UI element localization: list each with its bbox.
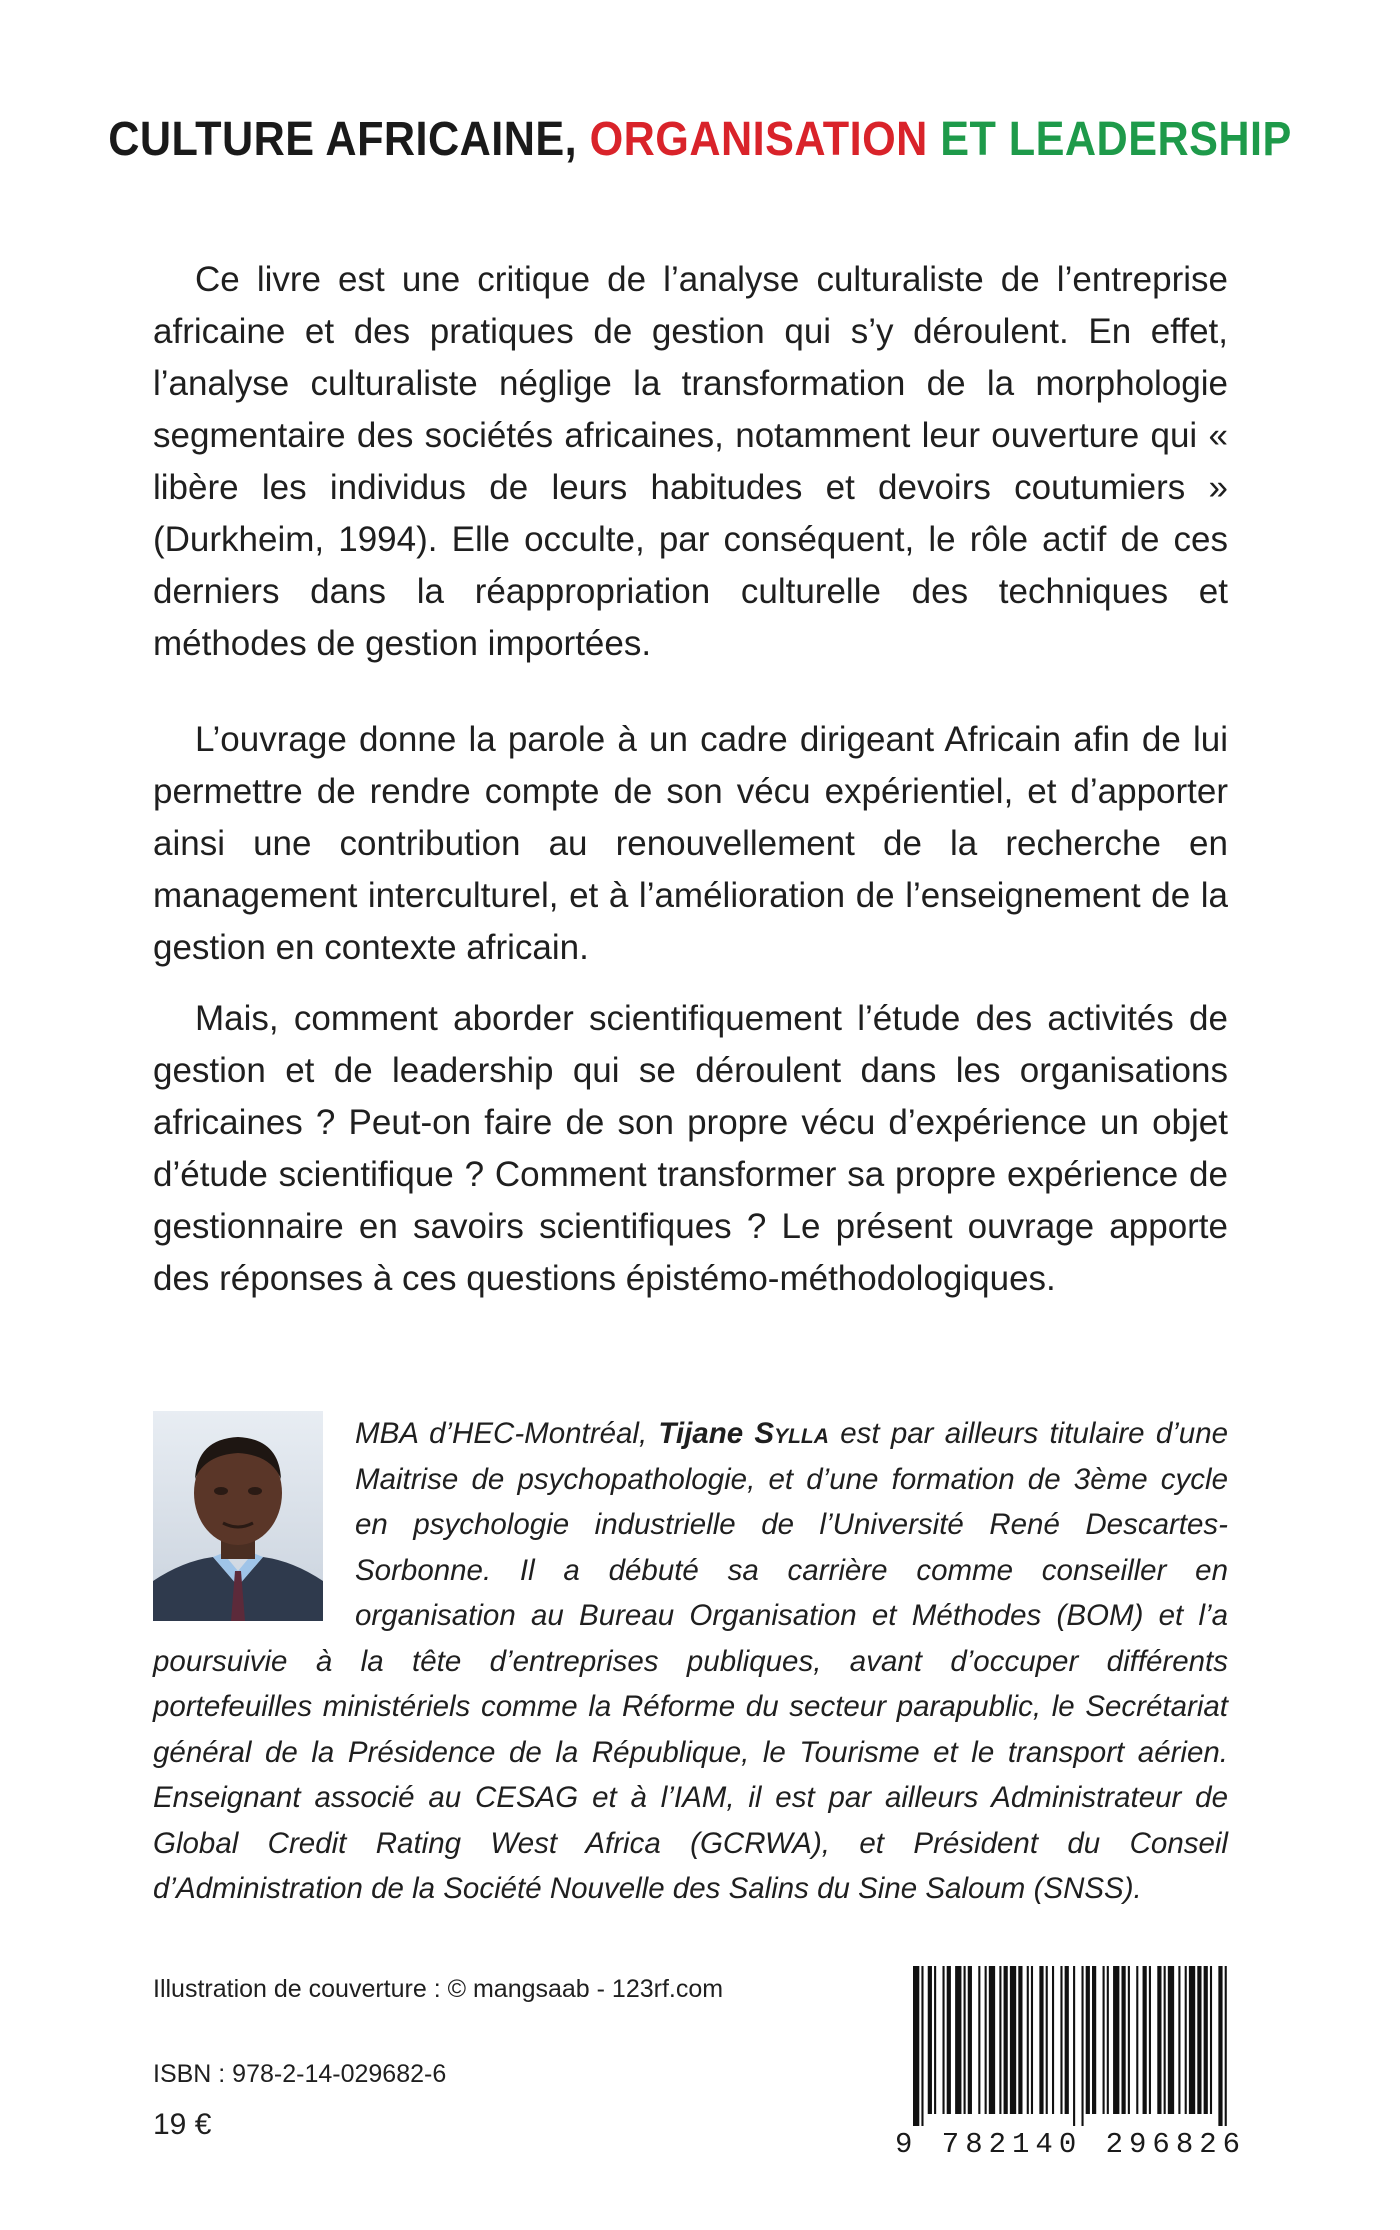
barcode-bar [1107, 1966, 1109, 2114]
title-part-organisation: ORGANISATION [589, 113, 928, 166]
barcode-bar [1004, 1966, 1008, 2114]
barcode-bar [942, 1966, 944, 2114]
paragraph-text: L’ouvrage donne la parole à un cadre dirigeant Africain afin de lui permettre de rendre compte de son vécu expérientiel, et d’apporter ainsi une contribution au renouvellement de la recherche en management interculturel, et à l’amélioration de l’enseignement de la gestion en contexte africain. [153, 720, 1228, 967]
barcode [895, 1960, 1247, 2172]
barcode-bar [1178, 1966, 1180, 2114]
barcode-bar [1065, 1966, 1069, 2114]
barcode-bar [1018, 1966, 1022, 2114]
author-portrait [153, 1411, 323, 1621]
barcode-bar [955, 1966, 961, 2114]
summary-paragraph-2 [153, 714, 1228, 974]
price: 19 € [153, 2108, 212, 2141]
barcode-bar [1225, 1966, 1227, 2126]
barcode-bar [1092, 1966, 1096, 2114]
summary-paragraph-1 [153, 254, 1228, 670]
author-last-name: Sylla [754, 1417, 829, 1450]
summary-paragraph-3 [153, 993, 1228, 1305]
barcode-bar [964, 1966, 966, 2114]
barcode-bar [968, 1966, 972, 2114]
barcode-digits: 9 782140 296826 [895, 2128, 1247, 2161]
cover-illustration-credit: Illustration de couverture : © mangsaab - 123rf.com [153, 1975, 724, 2003]
title-part-culture: CULTURE AFRICAINE, [108, 113, 578, 166]
barcode-bar [1086, 1966, 1090, 2114]
author-first-name: Tijane [658, 1417, 744, 1450]
barcode-bar [1185, 1966, 1187, 2114]
barcode-bar [913, 1966, 919, 2126]
barcode-bar [921, 1966, 923, 2126]
barcode-bar [1218, 1966, 1222, 2126]
barcode-bar [978, 1966, 980, 2114]
bio-text: est par ailleurs titulaire d’une Maitrise de psychopathologie, et d’une formation de 3ème cycle en psychologie industrielle de l’Université René Descartes-Sorbonne. Il a débuté sa carrière comme conseiller en organisation au Bureau Organisation et Méthodes (BOM) et l’a poursuivie à la tête d’entreprises publiques, avant d’occuper différents portefeuilles ministériels comme la Réforme du secteur parapublic, le Secrétariat général de la Présidence de la République, le Tourisme et le transport aérien. Enseignant associé au CESAG et à l’IAM, il est par ailleurs Administrateur de Global Credit Rating West Africa (GCRWA), et Président du Conseil d’Administration de la Société Nouvelle des Salins du Sine Saloum (SNSS). [153, 1417, 1229, 1905]
barcode-bar [1103, 1966, 1105, 2114]
barcode-bar [1046, 1966, 1048, 2114]
barcode-bar [1113, 1966, 1119, 2114]
barcode-bar [1164, 1966, 1166, 2114]
author-photo-icon [153, 1411, 323, 1621]
bio-prefix: MBA d’HEC-Montréal, [355, 1417, 659, 1450]
barcode-bar [1136, 1966, 1138, 2114]
barcode-bar [1060, 1966, 1062, 2114]
title-part-leadership: ET LEADERSHIP [940, 113, 1292, 166]
barcode-bar [934, 1966, 936, 2114]
barcode-bar [1189, 1966, 1195, 2114]
barcode-bar [947, 1966, 951, 2114]
barcode-bar [1073, 1966, 1075, 2126]
book-title [70, 112, 1330, 167]
barcode-bar [1204, 1966, 1208, 2114]
paragraph-text: Mais, comment aborder scientifiquement l’étude des activités de gestion et de leadership qui se déroulent dans les organisations africaines ? Peut-on faire de son propre vécu d’expérience un objet d’étude scientifique ? Comment transformer sa propre expérience de gestionnaire en savoirs scientifiques ? Le présent ouvrage apporte des réponses à ces questions épistémo-méthodologiques. [153, 999, 1228, 1298]
barcode-bar [1168, 1966, 1174, 2114]
barcode-bar [1031, 1966, 1033, 2114]
barcode-bar [928, 1966, 932, 2114]
barcode-bar [1010, 1966, 1016, 2114]
barcode-bars-icon [913, 1966, 1231, 2126]
barcode-bar [1128, 1966, 1130, 2114]
barcode-bar [989, 1966, 995, 2114]
barcode-bar [1121, 1966, 1125, 2114]
barcode-bar [999, 1966, 1001, 2114]
barcode-bar [1143, 1966, 1147, 2114]
barcode-bar [1039, 1966, 1043, 2114]
barcode-bar [1197, 1966, 1201, 2114]
barcode-bar [1081, 1966, 1083, 2126]
isbn: ISBN : 978-2-14-029682-6 [153, 2060, 447, 2088]
barcode-bar [1210, 1966, 1212, 2114]
paragraph-text: Ce livre est une critique de l’analyse culturaliste de l’entreprise africaine et des pratiques de gestion qui s’y déroulent. En effet, l’analyse culturaliste néglige la transformation de la morphologie segmentaire des sociétés africaines, notamment leur ouverture qui « libère les individus de leurs habitudes et devoirs coutumiers » (Durkheim, 1994). Elle occulte, par conséquent, le rôle actif de ces derniers dans la réappropriation culturelle des techniques et méthodes de gestion importées. [153, 260, 1228, 663]
barcode-bar [1052, 1966, 1054, 2114]
barcode-bar [1157, 1966, 1161, 2114]
author-bio [153, 1411, 1228, 1912]
barcode-bar [1149, 1966, 1151, 2114]
barcode-bar [1027, 1966, 1029, 2114]
barcode-bar [985, 1966, 987, 2114]
